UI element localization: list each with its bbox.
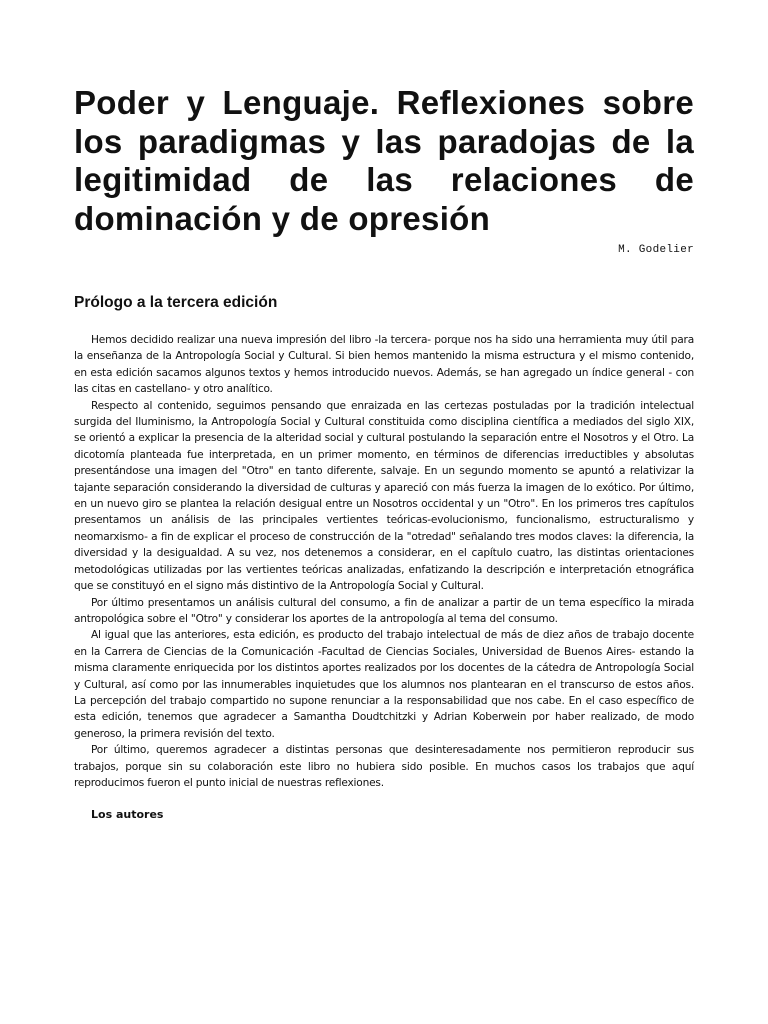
paragraph: Respecto al contenido, seguimos pensando que enraizada en las certezas postuladas por la tradición intelectual surgida del Iluminismo, la Antropología Social y Cultural constituida como disciplina científica a mediados del siglo XIX, se orientó a explicar la presencia de la alteridad social y cultural postulando la separación entre el Nosotros y el Otro. La dicotomía planteada fue interpretada, en un primer momento, en términos de diferencias irreductibles y absolutas presentándose una imagen del "Otro" en tanto diferente, salvaje. En un segundo momento se apuntó a relativizar la tajante separación considerando la diversidad de culturas y apareció con más fuerza la imagen de lo exótico. Por último, en un nuevo giro se plantea la relación desigual entre un Nosotros occidental y un "Otro". En los primeros tres capítulos presentamos un análisis de las principales vertientes teóricas-evolucionismo, funcionalismo, estructuralismo y neomarxismo- a fin de explicar el proceso de construcción de la "otredad" señalando tres modos claves: la diferencia, la diversidad y la desigualdad. A su vez, nos detenemos a considerar, en el capítulo cuatro, las distintas orientaciones metodológicas utilizadas por las vertientes teóricas analizadas, enfatizando la descripción e interpretación etnográfica que se constituyó en el signo más distintivo de la Antropología Social y Cultural.	[74, 399, 694, 593]
author-name: M. Godelier	[618, 244, 694, 256]
paragraph: Hemos decidido realizar una nueva impresión del libro -la tercera- porque nos ha sido una herramienta muy útil para la enseñanza de la Antropología Social y Cultural. Si bien hemos mantenido la misma estructura y el mismo contenido, en esta edición sacamos algunos textos y hemos introducido nuevos. Además, se han agregado un índice general - con las citas en castellano- y otro analítico.	[74, 334, 694, 396]
prologue-body	[74, 332, 694, 791]
paragraph: Al igual que las anteriores, esta edición, es producto del trabajo intelectual de más de diez años de trabajo docente en la Carrera de Ciencias de la Comunicación -Facultad de Ciencias Sociales, Universidad de Buenos Aires- estando la misma claramente enriquecida por los distintos aportes realizados por los docentes de la cátedra de Antropología Social y Cultural, así como por las innumerables inquietudes que los alumnos nos plantearan en el transcurso de estos años. La percepción del trabajo compartido no supone renunciar a la responsabilidad que nos cabe. En el caso específico de esta edición, tenemos que agradecer a Samantha Doudtchitzki y Adrian Koberwein por haber realizado, de modo generoso, la primera revisión del texto.	[74, 629, 694, 740]
document-title: Poder y Lenguaje. Reflexiones sobre los paradigmas y las paradojas de la legitimidad de las relaciones de dominación y de opresión	[74, 84, 694, 237]
paragraph: Por último, queremos agradecer a distintas personas que desinteresadamente nos permitieron reproducir sus trabajos, porque sin su colaboración este libro no hubiera sido posible. En muchos casos los trabajos que aquí reproducimos fueron el punto inicial de nuestras reflexiones.	[74, 744, 694, 789]
section-heading: Prólogo a la tercera edición	[74, 294, 278, 311]
signature: Los autores	[91, 808, 164, 822]
document-page	[74, 84, 694, 821]
paragraph: Por último presentamos un análisis cultural del consumo, a fin de analizar a partir de un tema específico la mirada antropológica sobre el "Otro" y considerar los aportes de la antropología al tema del consumo.	[74, 596, 694, 625]
